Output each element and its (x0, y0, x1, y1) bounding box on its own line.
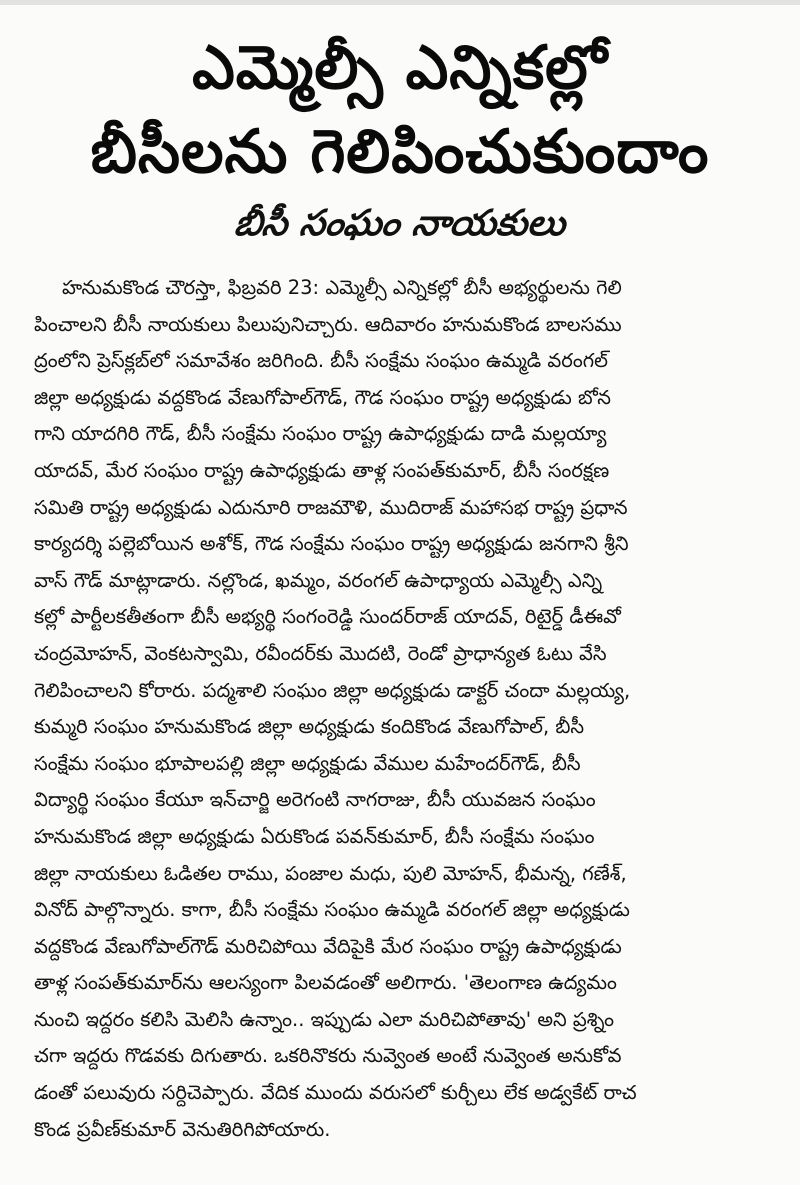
body-line: డంతో పలువురు సర్దిచెప్పారు. వేదిక ముందు వరుసలో కుర్చీలు లేక అడ్వకేట్ రాచ (34, 1081, 637, 1105)
article-body (34, 270, 784, 1148)
body-line: సంక్షేమ సంఘం భూపాలపల్లి జిల్లా అధ్యక్షుడు వేముల మహేందర్‌గౌడ్, బీసీ (34, 751, 581, 775)
body-line: తాళ్ల సంపత్‌కుమార్‌ను ఆలస్యంగా పిలవడంతో అలిగారు. 'తెలంగాణ ఉద్యమం (34, 971, 617, 995)
body-line: ద్రంలోని ప్రెస్‌క్లబ్‌లో సమావేశం జరిగింది. బీసీ సంక్షేమ సంఘం ఉమ్మడి వరంగల్ (34, 349, 608, 373)
body-line: వాస్ గౌడ్ మాట్లాడారు. నల్లొండ, ఖమ్మం, వరంగల్ ఉపాధ్యాయ ఎమ్మెల్సీ ఎన్ని (34, 568, 603, 592)
body-line: గెలిపించాలని కోరారు. పద్మశాలి సంఘం జిల్లా అధ్యక్షుడు డాక్టర్ చందా మల్లయ్య, (34, 678, 631, 702)
body-line: హనుమకొండ జిల్లా అధ్యక్షుడు ఏరుకొండ పవన్‌కుమార్, బీసీ సంక్షేమ సంఘం (34, 824, 595, 848)
body-line: గాని యాదగిరి గౌడ్, బీసీ సంక్షేమ సంఘం రాష్ట్ర ఉపాధ్యక్షుడు దాడి మల్లయ్యా (34, 422, 607, 446)
body-line: పించాలని బీసీ నాయకులు పిలుపునిచ్చారు. ఆదివారం హనుమకొండ బాలసము (34, 312, 622, 336)
body-line: జిల్లా నాయకులు ఓడితల రాము, పంజాల మధు, పులి మోహన్, భీమన్న, గణేశ్, (34, 861, 627, 885)
headline-line-1: ఎమ్మెల్సీ ఎన్నికల్లో (192, 33, 608, 103)
body-line: కుమ్మరి సంఘం హనుమకొండ జిల్లా అధ్యక్షుడు కందికొండ వేణుగోపాల్, బీసీ (34, 715, 585, 739)
body-line: జిల్లా అధ్యక్షుడు వద్దకొండ వేణుగోపాల్‌గౌడ్, గౌడ సంఘం రాష్ట్ర అధ్యక్షుడు బోన (34, 385, 611, 409)
body-line: యాదవ్, మేర సంఘం రాష్ట్ర ఉపాధ్యక్షుడు తాళ్ల సంపత్‌కుమార్, బీసీ సంరక్షణ (34, 458, 610, 482)
body-line: విద్యార్థి సంఘం కేయూ ఇన్‌చార్జి అరెగంటి నాగరాజు, బీసీ యువజన సంఘం (34, 788, 596, 812)
body-line: వద్దకొండ వేణుగోపాల్‌గౌడ్ మరిచిపోయి వేదిపైకి మేర సంఘం రాష్ట్ర ఉపాధ్యక్షుడు (34, 934, 622, 958)
body-line: కార్యదర్శి పల్లెబోయిన అశోక్, గౌడ సంక్షేమ సంఘం రాష్ట్ర అధ్యక్షుడు జనగాని శ్రీని (34, 532, 629, 556)
body-line: చగా ఇద్దరు గొడవకు దిగుతారు. ఒకరినొకరు నువ్వెంత అంటే నువ్వెంత అనుకోవ (34, 1044, 622, 1068)
body-line: చంద్రమోహన్, వెంకటస్వామి, రవీందర్‌కు మొదటి, రెండో ప్రాధాన్యత ఓటు వేసి (34, 641, 607, 665)
top-rule (0, 0, 800, 5)
subheadline: బీసీ సంఘం నాయకులు (231, 203, 569, 244)
body-line: వినోద్ పాల్గొన్నారు. కాగా, బీసీ సంక్షేమ సంఘం ఉమ్మడి వరంగల్ జిల్లా అధ్యక్షుడు (34, 898, 630, 922)
body-line: కల్లో పార్టీలకతీతంగా బీసీ అభ్యర్థి సంగంరెడ్డి సుందర్‌రాజ్ యాదవ్, రిటైర్డ్ డీఈవో (34, 605, 621, 629)
body-line: కొండ ప్రవీణ్‌కుమార్ వెనుతిరిగిపోయారు. (34, 1117, 331, 1141)
body-line: సమితి రాష్ట్ర అధ్యక్షుడు ఎదునూరి రాజమౌళి, ముదిరాజ్ మహాసభ రాష్ట్ర ప్రధాన (34, 495, 628, 519)
body-line: నుంచి ఇద్దరం కలిసి మెలిసి ఉన్నాం.. ఇప్పుడు ఎలా మరిచిపోతావు' అని ప్రశ్నిం (34, 1007, 615, 1031)
headline-line-2: బీసీలను గెలిపించుకుందాం (90, 117, 710, 187)
body-line: హనుమకొండ చౌరస్తా, ఫిబ్రవరి 23: ఎమ్మెల్సీ ఎన్నికల్లో బీసీ అభ్యర్థులను గెలి (62, 276, 622, 299)
